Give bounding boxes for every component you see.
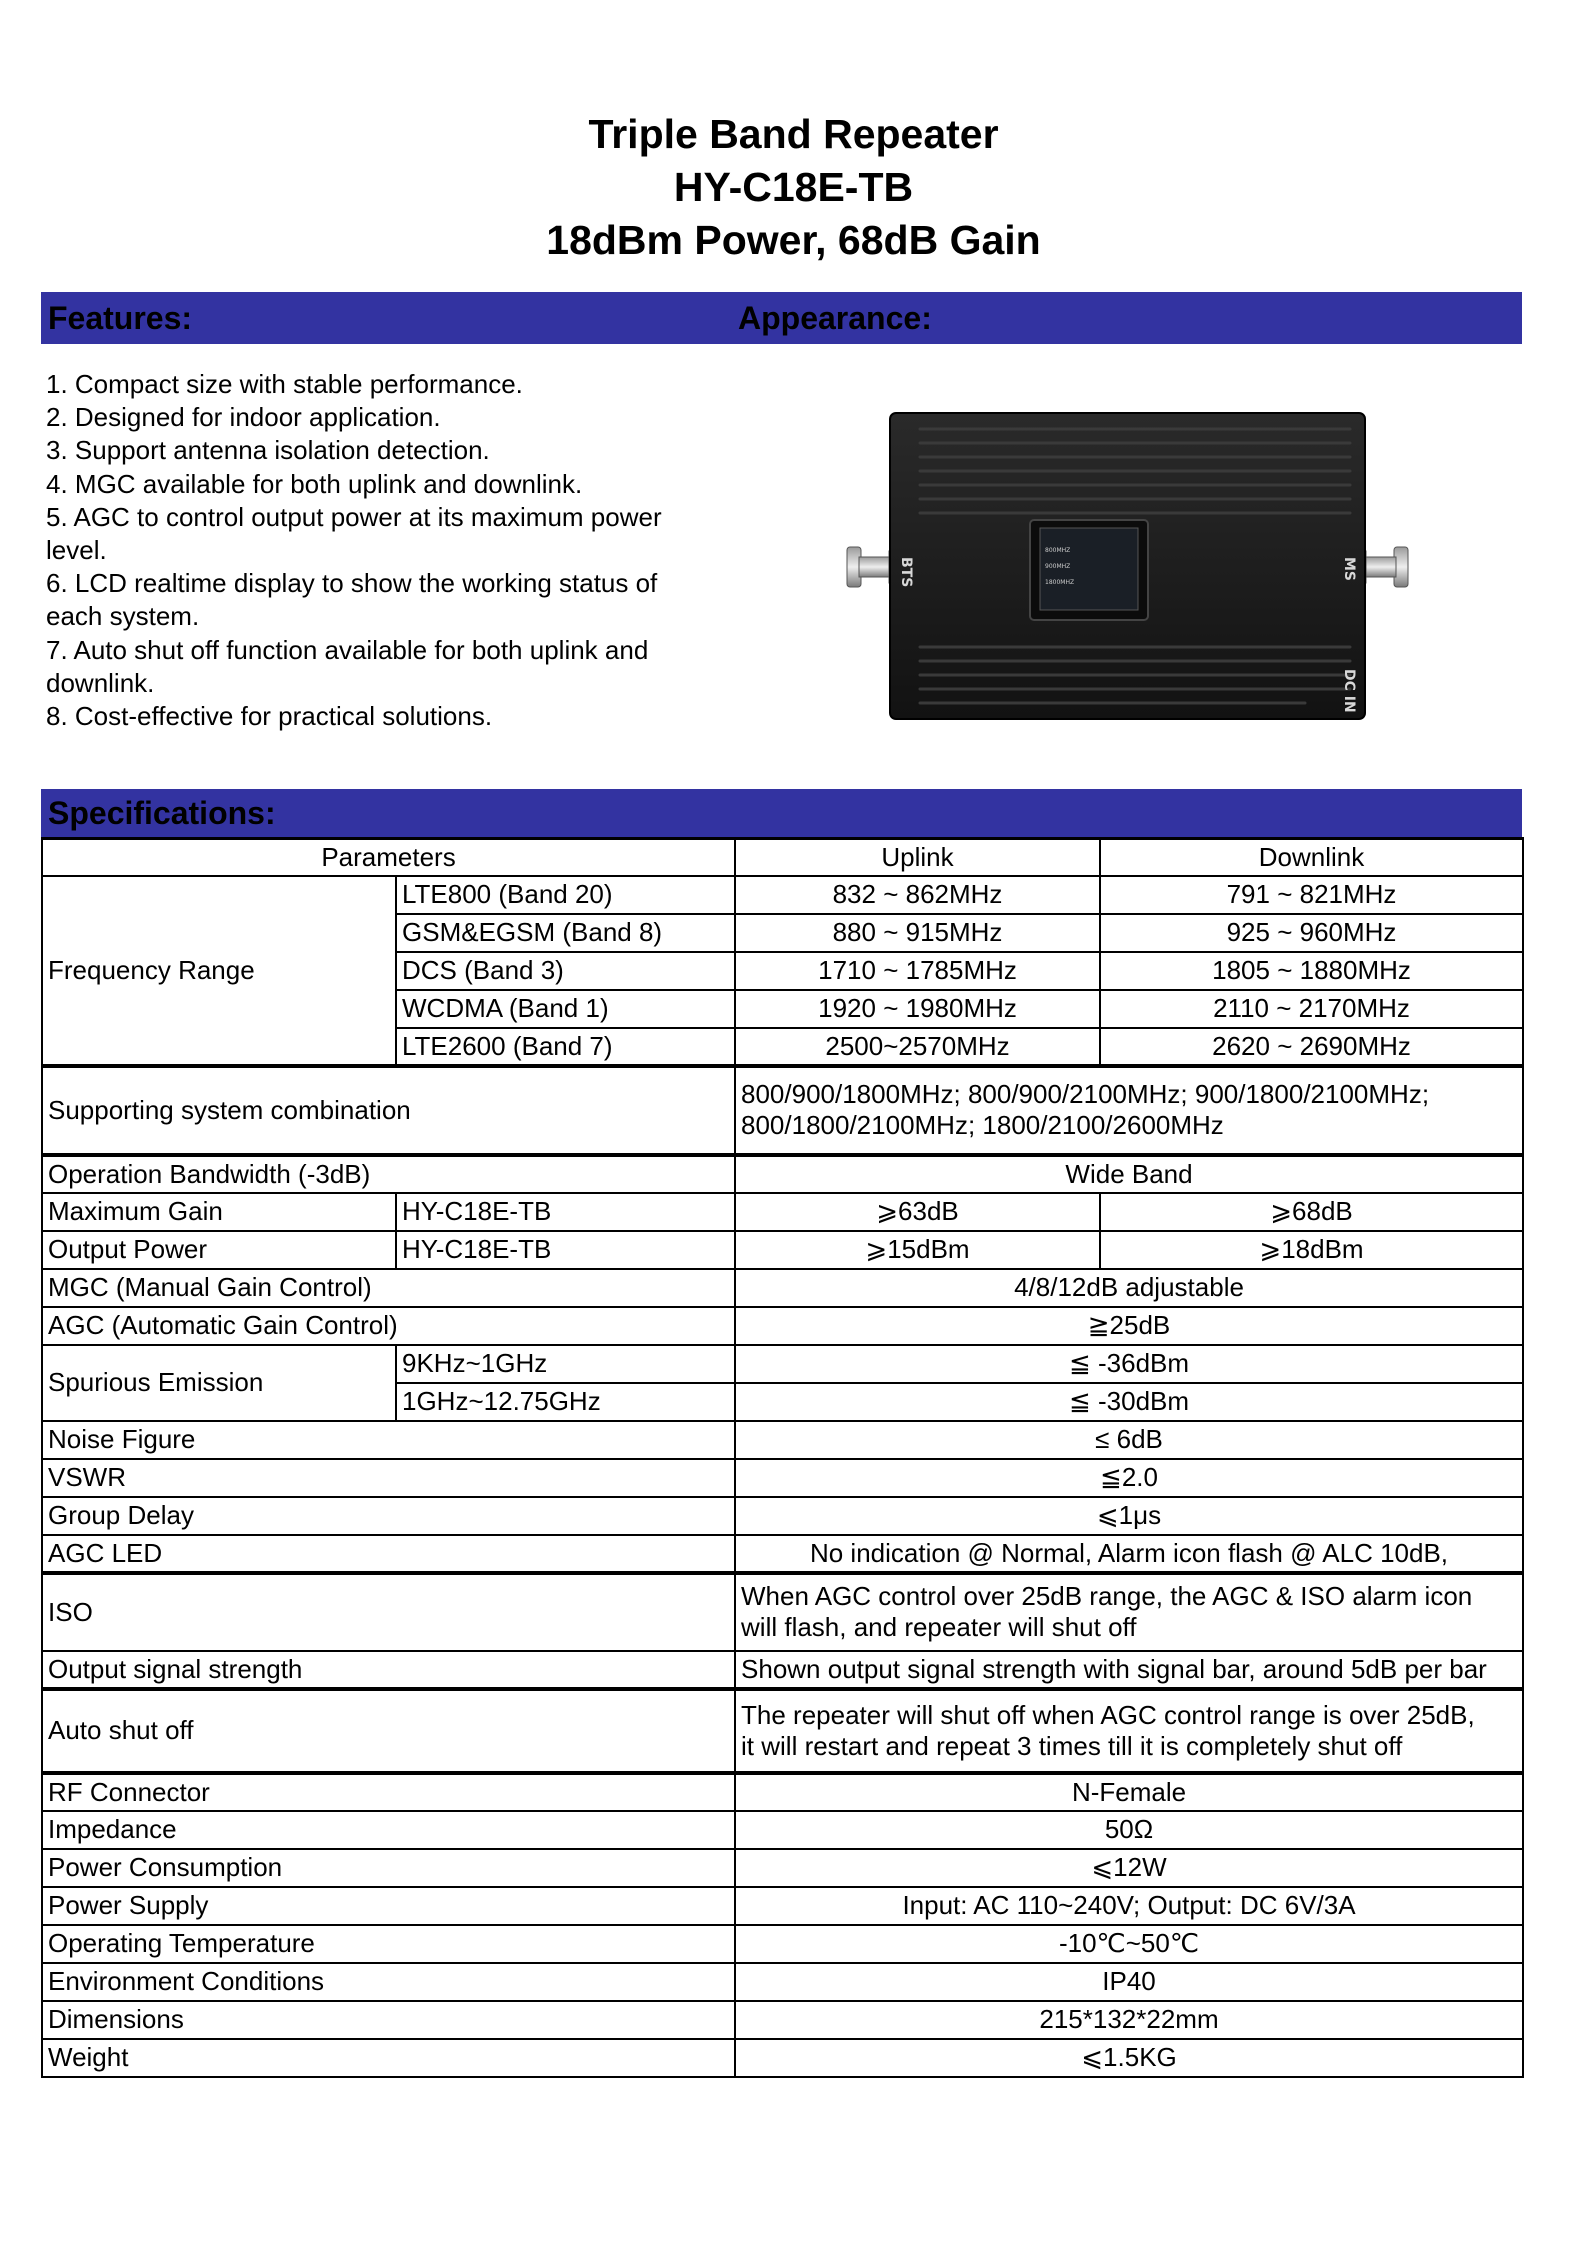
iso-label: ISO	[42, 1573, 735, 1651]
signal-label: Output signal strength	[42, 1651, 735, 1689]
specifications-heading: Specifications:	[48, 795, 276, 831]
header-parameters: Parameters	[42, 839, 735, 876]
band-name: GSM&EGSM (Band 8)	[396, 914, 735, 952]
combination-line: 800/900/1800MHz; 800/900/2100MHz; 900/1800/2100MHz;	[741, 1079, 1430, 1109]
vswr-label: VSWR	[42, 1459, 735, 1497]
table-row	[42, 1307, 1523, 1345]
auto-shut-line: The repeater will shut off when AGC control range is over 25dB,	[741, 1699, 1475, 1730]
dimensions-label: Dimensions	[42, 2001, 735, 2039]
band-uplink: 2500~2570MHz	[735, 1028, 1100, 1066]
table-row	[42, 1459, 1523, 1497]
features-list	[46, 368, 706, 733]
spurious-value: ≦ -30dBm	[735, 1383, 1523, 1421]
agc-led-value: No indication @ Normal, Alarm icon flash @ ALC 10dB,	[735, 1535, 1523, 1573]
table-row	[42, 1773, 1523, 1811]
bandwidth-label: Operation Bandwidth (-3dB)	[42, 1155, 735, 1193]
temperature-value: -10℃~50℃	[735, 1925, 1523, 1963]
feature-item: 6. LCD realtime display to show the working status of each system.	[46, 568, 658, 632]
impedance-value: 50Ω	[735, 1811, 1523, 1849]
table-row	[42, 1231, 1523, 1269]
feature-item: 8. Cost-effective for practical solutions.	[46, 701, 493, 732]
weight-label: Weight	[42, 2039, 735, 2077]
table-row	[42, 2001, 1523, 2039]
temperature-label: Operating Temperature	[42, 1925, 735, 1963]
band-downlink: 925 ~ 960MHz	[1100, 914, 1523, 952]
ms-port-label: MS	[1341, 557, 1357, 582]
consumption-value: ⩽12W	[735, 1849, 1523, 1887]
table-row	[42, 1573, 1523, 1651]
weight-value: ⩽1.5KG	[735, 2039, 1523, 2077]
feature-item: 2. Designed for indoor application.	[46, 402, 441, 433]
appearance-heading: Appearance:	[738, 300, 932, 336]
table-row	[42, 1963, 1523, 2001]
mgc-label: MGC (Manual Gain Control)	[42, 1269, 735, 1307]
lcd-line: 800MHZ	[1045, 547, 1071, 554]
vswr-value: ≦2.0	[735, 1459, 1523, 1497]
combination-line: 800/1800/2100MHz; 1800/2100/2600MHz	[741, 1110, 1224, 1140]
spurious-value: ≦ -36dBm	[735, 1345, 1523, 1383]
noise-value: ≤ 6dB	[735, 1421, 1523, 1459]
feature-item: 3. Support antenna isolation detection.	[46, 435, 490, 466]
spurious-range: 1GHz~12.75GHz	[396, 1383, 735, 1421]
spurious-label: Spurious Emission	[42, 1345, 396, 1421]
agc-value: ≧25dB	[735, 1307, 1523, 1345]
table-row	[42, 876, 1523, 914]
table-row	[42, 1925, 1523, 1963]
rf-label: RF Connector	[42, 1773, 735, 1811]
group-delay-label: Group Delay	[42, 1497, 735, 1535]
table-row	[42, 1689, 1523, 1773]
iso-value	[735, 1573, 1523, 1651]
supply-label: Power Supply	[42, 1887, 735, 1925]
table-row	[42, 1345, 1523, 1383]
band-uplink: 1920 ~ 1980MHz	[735, 990, 1100, 1028]
specifications-table	[41, 837, 1524, 2078]
lcd-line: 1800MHZ	[1045, 579, 1075, 586]
iso-line: will flash, and repeater will shut off	[741, 1612, 1137, 1642]
impedance-label: Impedance	[42, 1811, 735, 1849]
output-power-downlink: ⩾18dBm	[1100, 1231, 1523, 1269]
features-heading: Features:	[48, 300, 193, 336]
feature-item: 4. MGC available for both uplink and downlink.	[46, 468, 583, 499]
band-uplink: 880 ~ 915MHz	[735, 914, 1100, 952]
features-appearance-bar	[41, 292, 1522, 344]
table-row	[42, 1535, 1523, 1573]
mgc-value: 4/8/12dB adjustable	[735, 1269, 1523, 1307]
agc-led-label: AGC LED	[42, 1535, 735, 1573]
table-row	[42, 2039, 1523, 2077]
band-downlink: 1805 ~ 1880MHz	[1100, 952, 1523, 990]
band-name: WCDMA (Band 1)	[396, 990, 735, 1028]
header-downlink: Downlink	[1100, 839, 1523, 876]
spurious-range: 9KHz~1GHz	[396, 1345, 735, 1383]
table-row	[42, 1421, 1523, 1459]
table-row	[42, 1066, 1523, 1155]
header-uplink: Uplink	[735, 839, 1100, 876]
table-header-row	[42, 839, 1523, 876]
output-power-model: HY-C18E-TB	[396, 1231, 735, 1269]
bts-port-label: BTS	[898, 557, 914, 588]
max-gain-uplink: ⩾63dB	[735, 1193, 1100, 1231]
frequency-range-label: Frequency Range	[42, 876, 396, 1066]
table-row	[42, 1651, 1523, 1689]
feature-item: 5. AGC to control output power at its maximum power level.	[46, 501, 662, 566]
band-downlink: 2620 ~ 2690MHz	[1100, 1028, 1523, 1066]
combination-value	[735, 1066, 1523, 1155]
auto-shut-label: Auto shut off	[42, 1689, 735, 1773]
auto-shut-line: it will restart and repeat 3 times till it is completely shut off	[741, 1730, 1403, 1761]
noise-label: Noise Figure	[42, 1421, 735, 1459]
table-row	[42, 1849, 1523, 1887]
band-uplink: 832 ~ 862MHz	[735, 876, 1100, 914]
output-power-label: Output Power	[42, 1231, 396, 1269]
iso-line: When AGC control over 25dB range, the AGC & ISO alarm icon	[741, 1581, 1473, 1611]
band-downlink: 2110 ~ 2170MHz	[1100, 990, 1523, 1028]
band-downlink: 791 ~ 821MHz	[1100, 876, 1523, 914]
table-row	[42, 1497, 1523, 1535]
model-number: HY-C18E-TB	[673, 164, 914, 210]
feature-item: 7. Auto shut off function available for both uplink and downlink.	[46, 634, 649, 698]
table-row	[42, 1811, 1523, 1849]
page-subtitle: 18dBm Power, 68dB Gain	[546, 217, 1041, 263]
signal-value: Shown output signal strength with signal bar, around 5dB per bar	[735, 1651, 1523, 1689]
max-gain-model: HY-C18E-TB	[396, 1193, 735, 1231]
dimensions-value: 215*132*22mm	[735, 2001, 1523, 2039]
specifications-bar	[41, 789, 1522, 837]
group-delay-value: ⩽1μs	[735, 1497, 1523, 1535]
feature-item: 1. Compact size with stable performance.	[46, 369, 523, 399]
table-row	[42, 1155, 1523, 1193]
repeater-device-image	[845, 407, 1410, 725]
band-uplink: 1710 ~ 1785MHz	[735, 952, 1100, 990]
table-row	[42, 1887, 1523, 1925]
consumption-label: Power Consumption	[42, 1849, 735, 1887]
max-gain-label: Maximum Gain	[42, 1193, 396, 1231]
band-name: DCS (Band 3)	[396, 952, 735, 990]
table-row	[42, 1269, 1523, 1307]
table-row	[42, 1193, 1523, 1231]
page-title: Triple Band Repeater	[588, 111, 999, 157]
lcd-line: 900MHZ	[1045, 563, 1071, 570]
agc-label: AGC (Automatic Gain Control)	[42, 1307, 735, 1345]
rf-value: N-Female	[735, 1773, 1523, 1811]
band-name: LTE2600 (Band 7)	[396, 1028, 735, 1066]
max-gain-downlink: ⩾68dB	[1100, 1193, 1523, 1231]
output-power-uplink: ⩾15dBm	[735, 1231, 1100, 1269]
dc-in-label: DC IN	[1341, 669, 1357, 713]
environment-label: Environment Conditions	[42, 1963, 735, 2001]
bandwidth-value: Wide Band	[735, 1155, 1523, 1193]
combination-label: Supporting system combination	[42, 1066, 735, 1155]
auto-shut-value	[735, 1689, 1523, 1773]
supply-value: Input: AC 110~240V; Output: DC 6V/3A	[735, 1887, 1523, 1925]
band-name: LTE800 (Band 20)	[396, 876, 735, 914]
environment-value: IP40	[735, 1963, 1523, 2001]
